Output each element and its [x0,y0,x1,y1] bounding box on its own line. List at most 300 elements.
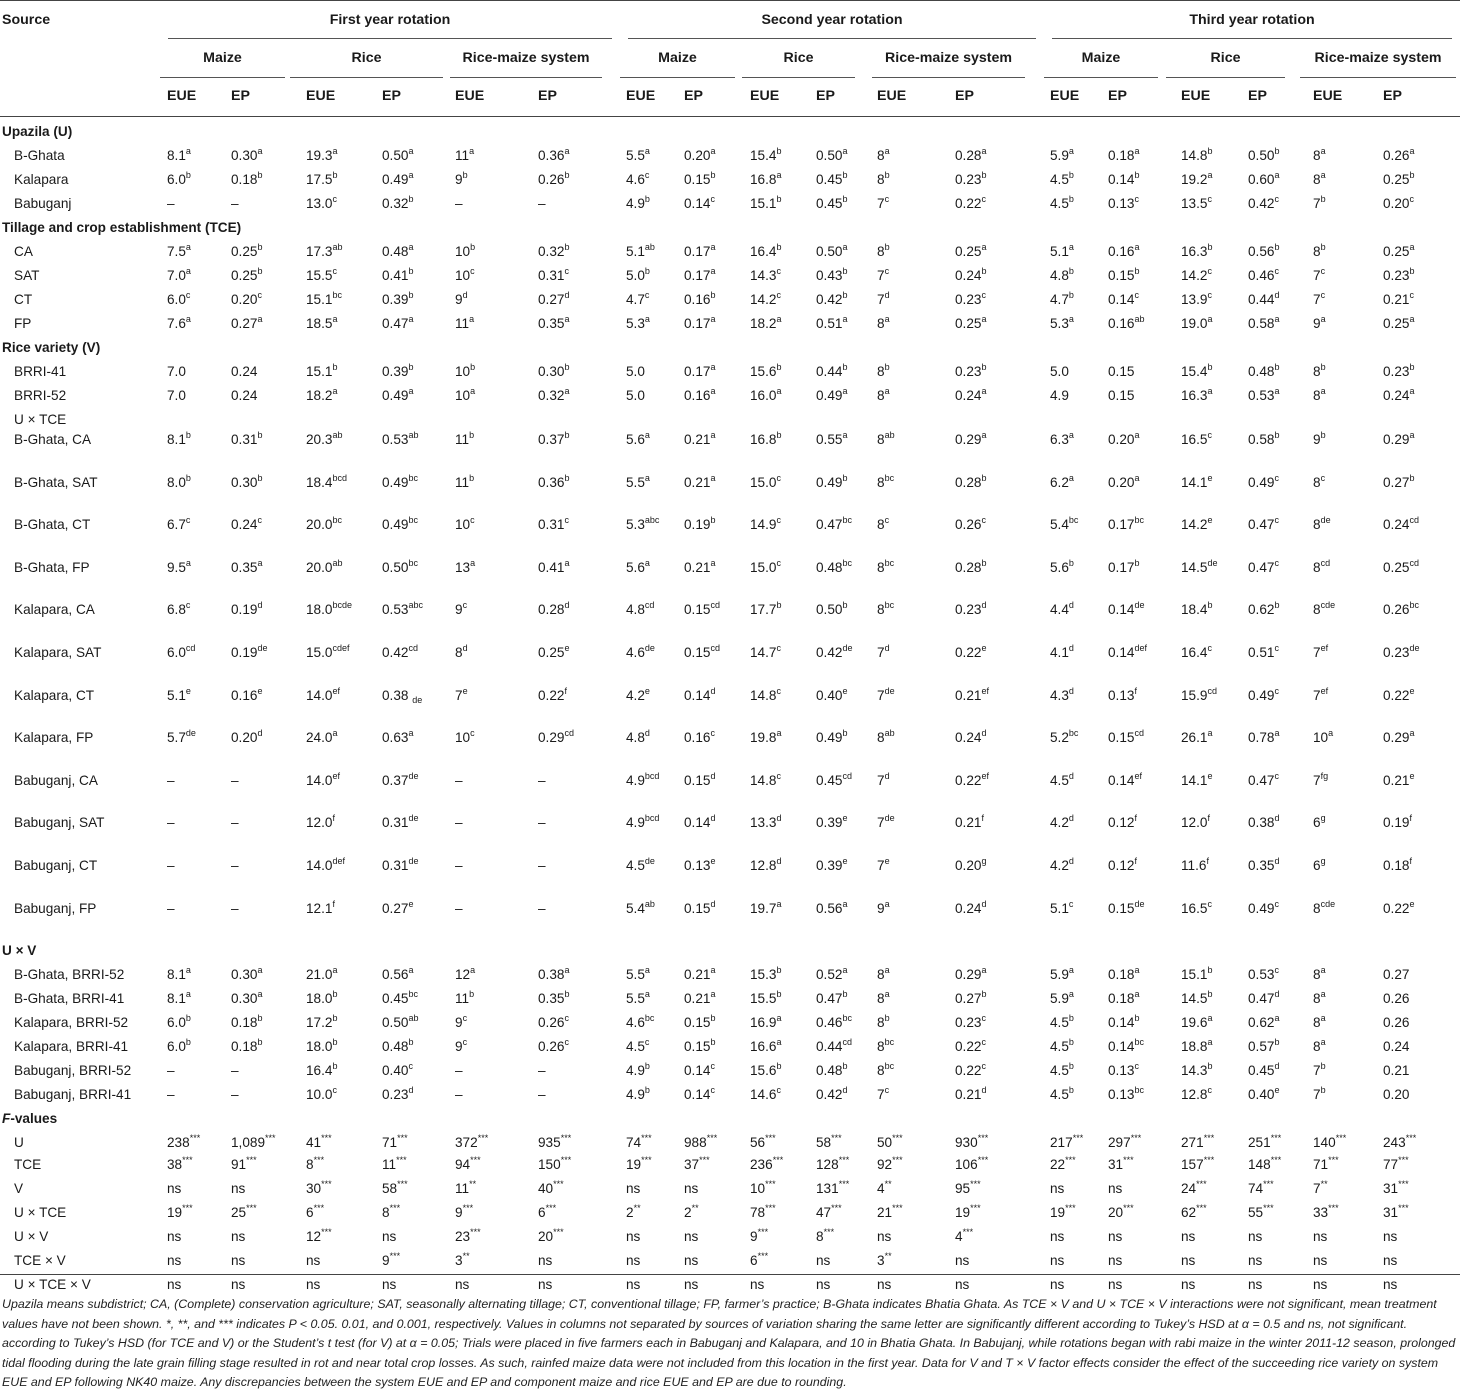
value-cell: 5.3$^a$ [1050,314,1074,331]
value-cell: 47*** [816,1203,842,1221]
value-cell: 14.2$^c$ [1181,266,1212,283]
value-cell: 5.9$^a$ [1050,989,1074,1007]
value-cell: 4.2$^d$ [1050,813,1074,831]
row-label: Kalapara, CA [14,602,95,618]
row-label: Babuganj, BRRI-41 [14,1087,132,1103]
value-cell: 19.6$^a$ [1181,1013,1213,1031]
value-cell: 5.5$^a$ [626,146,650,163]
value-cell: 0.20$^a$ [1108,430,1140,447]
value-cell: 0.25$^a$ [1383,314,1415,331]
value-cell: 0.24$^{cd}$ [1383,515,1419,533]
value-cell: 31*** [1383,1203,1409,1221]
value-cell: 157*** [1181,1155,1215,1173]
value-cell: 12.8$^d$ [750,856,782,873]
value-cell: 0.17$^{bc}$ [1108,515,1144,533]
value-cell: 18.8$^a$ [1181,1037,1213,1055]
row-label: BRRI-41 [14,364,67,379]
value-cell: 0.17$^a$ [684,362,716,379]
value-cell: 148*** [1248,1155,1282,1173]
row-label: B-Ghata, CA [14,432,92,447]
value-cell: – [538,858,546,873]
value-cell: 4.5$^c$ [626,1037,650,1055]
value-cell: ns [1050,1277,1065,1293]
value-cell: 20.3$^{ab}$ [306,430,343,447]
value-cell: 8de [1313,515,1331,533]
value-cell: 19*** [167,1203,193,1221]
value-cell: 19.2$^a$ [1181,170,1213,187]
value-cell: 0.29$^a$ [1383,430,1415,447]
value-cell: 5.1e [167,685,191,703]
value-cell: 0.18$^b$ [231,1013,263,1031]
section-label: U × V [2,943,37,959]
value-cell: 18.4$^b$ [1181,600,1213,618]
value-cell: 10$^a$ [455,386,476,403]
value-cell: 0.41$^b$ [382,266,414,283]
value-cell: ns [877,1277,892,1293]
value-cell: 0.38$^d$ [1248,813,1280,831]
value-cell: ns [626,1277,641,1293]
value-cell: 18.5$^a$ [306,314,338,331]
value-cell: 0.53$^{ab}$ [382,430,419,447]
value-cell: 21*** [877,1203,903,1221]
metric-header: EP [1108,88,1127,104]
value-cell: 0.29$^a$ [955,965,987,983]
value-cell: 8*** [306,1155,325,1173]
crop-underline [1044,77,1158,78]
value-cell: ns [382,1277,397,1293]
value-cell: 7de [877,813,895,831]
value-cell: 23*** [455,1227,481,1245]
value-cell: 0.50$^{bc}$ [382,557,418,575]
value-cell: 14.2$^c$ [750,290,781,307]
value-cell: $18.0^{bcde}$ [306,600,352,618]
value-cell: 14.1e [1181,472,1213,490]
value-cell: ns [1248,1229,1263,1245]
value-cell: 988*** [684,1133,718,1151]
value-cell: 31*** [1383,1179,1409,1197]
value-cell: 8$^a$ [877,989,890,1007]
value-cell: 9$^a$ [1313,314,1326,331]
value-cell: 91*** [231,1155,257,1173]
value-cell: 0.24$^a$ [955,386,987,403]
value-cell: 0.18$^f$ [1383,856,1412,873]
value-cell: 0.49$^b$ [816,472,848,490]
value-cell: 0.27 [1383,967,1410,983]
value-cell: 5.6$^b$ [1050,557,1074,575]
value-cell: 15.1$^b$ [306,362,338,379]
value-cell: 5.1$^c$ [1050,898,1074,916]
value-cell: $8^{ab}$ [877,430,895,447]
value-cell: 0.21$^a$ [684,430,716,447]
crop-underline [620,77,735,78]
value-cell: 0.42$^d$ [816,1085,848,1103]
value-cell: 6.0$^b$ [167,170,191,187]
crop-underline [290,77,443,78]
value-cell: 8$^b$ [877,362,890,379]
value-cell: ns [955,1253,970,1269]
value-cell: 5.1$^a$ [1050,242,1074,259]
year-underline [168,38,612,39]
crop-underline [742,77,855,78]
row-label: Kalapara [14,172,69,187]
value-cell: $8^{cde}$ [1313,898,1336,916]
row-label: B-Ghata, BRRI-41 [14,991,125,1007]
value-cell: 5.0 [1050,364,1069,379]
value-cell: ns [455,1277,470,1293]
value-cell: 0.22e [1383,685,1415,703]
value-cell: – [455,1063,463,1079]
value-cell: 0.43$^b$ [816,266,848,283]
value-cell: 0.21 [1383,1063,1410,1079]
value-cell: 0.22$^c$ [955,1037,986,1055]
value-cell: 0.25$^b$ [231,266,263,283]
metric-header: EUE [626,88,656,104]
year-header: Second year rotation [761,12,903,28]
value-cell: 14.6$^c$ [750,1085,781,1103]
value-cell: 16.4$^c$ [1181,643,1212,660]
table-row [0,684,1460,727]
value-cell: ns [1383,1277,1398,1293]
year-header: First year rotation [329,12,451,28]
section-label: Rice variety (V) [2,340,101,355]
value-cell: 0.12$^f$ [1108,813,1137,831]
value-cell: 9*** [382,1251,401,1269]
value-cell: 12.1$^f$ [306,898,335,916]
value-cell: 16.5$^c$ [1181,430,1212,447]
value-cell: 8$^b$ [1313,242,1326,259]
value-cell: 8$^c$ [877,515,890,533]
value-cell: 0.40e [1248,1085,1280,1103]
value-cell: 0.47$^d$ [1248,989,1280,1007]
value-cell: 50*** [877,1133,903,1151]
value-cell: 7$^b$ [1313,1085,1326,1103]
value-cell: 0.15$^b$ [684,1037,716,1055]
value-cell: 20.0$^{ab}$ [306,557,343,575]
value-cell: 8.1$^a$ [167,146,191,163]
value-cell: 14.5de [1181,557,1218,575]
value-cell: 0.58$^b$ [1248,430,1280,447]
table-row [0,240,1460,264]
value-cell: 7.0 [167,364,186,379]
value-cell: 40*** [538,1179,564,1197]
value-cell: 8$^a$ [1313,170,1326,187]
value-cell: 8$^a$ [1313,386,1326,403]
metric-header: EUE [167,88,197,104]
value-cell: – [231,900,239,916]
metric-header: EP [1248,88,1267,104]
value-cell: 95*** [955,1179,981,1197]
value-cell: ns [538,1277,553,1293]
value-cell: 0.23$^b$ [1383,362,1415,379]
value-cell: 0.17$^a$ [684,266,716,283]
value-cell: 0.14de [1108,600,1145,618]
value-cell: 0.24$^d$ [955,898,987,916]
value-cell: – [167,1087,175,1103]
table-row [0,1177,1460,1201]
value-cell: 16.3$^a$ [1181,386,1213,403]
value-cell: – [167,772,175,788]
value-cell: ns [1108,1277,1123,1293]
value-cell: 238*** [167,1133,201,1151]
value-cell: 0.38 $_{de}$ [382,687,423,705]
value-cell: 0.53$^{abc}$ [382,600,423,618]
value-cell: 77*** [1383,1155,1409,1173]
value-cell: 0.37de [382,770,419,788]
value-cell: 0.19de [231,643,268,660]
value-cell: 9*** [455,1203,474,1221]
value-cell: 8$^c$ [1313,472,1326,490]
value-cell: 0.62$^b$ [1248,600,1280,618]
value-cell: 935*** [538,1133,572,1151]
value-cell: ns [1181,1253,1196,1269]
value-cell: 0.24$^d$ [955,728,987,746]
metric-header: EUE [306,88,336,104]
value-cell: 16.4$^b$ [750,242,782,259]
value-cell: 0.47$^c$ [1248,515,1279,533]
value-cell: 0.21$^a$ [684,965,716,983]
value-cell: ns [1181,1229,1196,1245]
value-cell: ns [167,1181,182,1197]
value-cell: 0.27e [382,898,414,916]
value-cell: 18.2$^a$ [750,314,782,331]
value-cell: 0.48$^b$ [816,1061,848,1079]
value-cell: 7.0 [167,388,186,403]
value-cell: 12.8$^c$ [1181,1085,1212,1103]
crop-underline [160,77,285,78]
value-cell: 0.19$^b$ [684,515,716,533]
value-cell: 0.26$^a$ [1383,146,1415,163]
value-cell: 0.23$^d$ [382,1085,414,1103]
value-cell: 0.15de [1108,898,1145,916]
value-cell: 0.45$^{bc}$ [382,989,418,1007]
value-cell: 0.49$^a$ [816,386,848,403]
value-cell: 4.9 [1050,388,1069,403]
value-cell: 0.14$^c$ [684,1085,715,1103]
table-row [0,726,1460,769]
value-cell: 0.23$^c$ [955,1013,986,1031]
value-cell: 11$^a$ [455,314,475,331]
value-cell: 0.15$^b$ [684,170,716,187]
value-cell: 0.56$^a$ [816,898,848,916]
value-cell: 6.0$^b$ [167,1037,191,1055]
value-cell: 6$^g$ [1313,813,1326,831]
metric-header: EUE [455,88,485,104]
value-cell: 0.40e [816,685,848,703]
value-cell: 0.25e [538,643,570,660]
value-cell: 0.30$^b$ [538,362,570,379]
value-cell: ns [877,1229,892,1245]
value-cell: 0.14$^{def}$ [1108,643,1147,660]
value-cell: 74*** [626,1133,652,1151]
row-label: Babuganj, FP [14,900,97,916]
table-row [0,428,1460,471]
value-cell: 0.22e [955,643,987,660]
value-cell: 271*** [1181,1133,1215,1151]
value-cell: 7$^b$ [1313,194,1326,211]
value-cell: 0.53$^a$ [1248,386,1280,403]
value-cell: 0.49$^c$ [1248,685,1279,703]
value-cell: 0.23$^c$ [955,290,986,307]
value-cell: ns [626,1181,641,1197]
value-cell: 0.20$^g$ [955,856,987,873]
value-cell: ns [750,1277,765,1293]
value-cell: 0.45$^b$ [816,194,848,211]
value-cell: 8.1$^a$ [167,965,191,983]
value-cell: ns [1383,1229,1398,1245]
value-cell: 0.26$^b$ [538,170,570,187]
value-cell: 0.38$^a$ [538,965,570,983]
value-cell: 0.16e [231,685,263,703]
value-cell: 16.4$^b$ [306,1061,338,1079]
value-cell: – [538,772,546,788]
section-heading [0,120,1460,144]
year-underline [1052,38,1452,39]
value-cell: 0.49$^b$ [816,728,848,746]
value-cell: 0.57$^b$ [1248,1037,1280,1055]
value-cell: 0.30$^a$ [231,146,263,163]
value-cell: 4*** [955,1227,974,1245]
value-cell: – [455,858,463,873]
value-cell: 0.16$^a$ [684,386,716,403]
table-row [0,769,1460,812]
table-row [0,854,1460,897]
value-cell: 0.49$^c$ [1248,472,1279,490]
value-cell: 0.45$^{cd}$ [816,770,852,788]
value-cell: 930*** [955,1133,989,1151]
row-label: Kalapara, BRRI-41 [14,1039,129,1055]
value-cell: 0.31de [382,856,419,873]
value-cell: 0.30$^a$ [231,965,263,983]
value-cell: 0.31$^c$ [538,266,569,283]
value-cell: ns [1108,1229,1123,1245]
value-cell: 5.9$^a$ [1050,146,1074,163]
value-cell: 0.28$^b$ [955,557,987,575]
table-row [0,144,1460,168]
value-cell: 5.5$^a$ [626,472,650,490]
value-cell: 10$^c$ [455,515,475,533]
value-cell: 0.45$^b$ [816,170,848,187]
value-cell: ns [231,1253,246,1269]
value-cell: – [231,196,239,211]
row-label: Babuganj, CA [14,772,98,788]
value-cell: 0.45$^d$ [1248,1061,1280,1079]
value-cell: 0.39e [816,813,848,831]
value-cell: 5.1$^{ab}$ [626,242,655,259]
value-cell: 17.2$^b$ [306,1013,338,1031]
crop-header: Rice [1210,50,1241,66]
value-cell: 16.9$^a$ [750,1013,782,1031]
table-row [0,1011,1460,1035]
value-cell: 0.47$^b$ [816,989,848,1007]
value-cell: 0.36$^a$ [538,146,570,163]
value-cell: 7.0$^a$ [167,266,191,283]
value-cell: 16.3$^b$ [1181,242,1213,259]
value-cell: ns [1248,1253,1263,1269]
value-cell: 0.28$^a$ [955,146,987,163]
value-cell: 5.0 [626,388,645,403]
value-cell: 22*** [1050,1155,1076,1173]
value-cell: 0.13e [684,856,716,873]
value-cell: – [455,772,463,788]
value-cell: 8.1$^b$ [167,430,191,447]
value-cell: 0.14$^d$ [684,813,716,831]
value-cell: 0.24$^c$ [231,515,262,533]
value-cell: 9$^c$ [455,600,468,618]
value-cell: ns [955,1277,970,1293]
value-cell: – [167,815,175,831]
row-label: U × TCE [14,1205,67,1221]
value-cell: 0.21$^f$ [955,813,984,831]
table-row [0,641,1460,684]
value-cell: 128*** [816,1155,850,1173]
value-cell: 19.0$^a$ [1181,314,1213,331]
value-cell: 8.0$^b$ [167,472,191,490]
value-cell: 0.18$^b$ [231,1037,263,1055]
row-label: TCE × V [14,1253,66,1269]
value-cell: 4.5$^b$ [1050,1061,1074,1079]
value-cell: 0.28$^b$ [955,472,987,490]
metric-header: EUE [1181,88,1211,104]
value-cell: ns [684,1277,699,1293]
value-cell: 0.15 [1108,364,1135,379]
value-cell: 17.7$^b$ [750,600,782,618]
value-cell: 14.5$^b$ [1181,989,1213,1007]
value-cell: 30*** [306,1179,332,1197]
value-cell: 0.21$^a$ [684,989,716,1007]
value-cell: 6.2$^a$ [1050,472,1074,490]
value-cell: 0.17$^b$ [1108,557,1140,575]
value-cell: 9.5$^a$ [167,557,191,575]
crop-underline [450,77,602,78]
table-row [0,1083,1460,1107]
table-row [0,408,1460,428]
value-cell: 8$^a$ [1313,989,1326,1007]
value-cell: 24.0$^a$ [306,728,338,746]
value-cell: 4.7$^c$ [626,290,650,307]
value-cell: 10$^b$ [455,362,476,379]
value-cell: 0.30$^a$ [231,989,263,1007]
value-cell: $7^{ef}$ [1313,685,1329,703]
value-cell: 7$^d$ [877,290,890,307]
value-cell: 2** [684,1203,699,1221]
value-cell: 0.14$^c$ [1108,290,1139,307]
value-cell: 7.5$^a$ [167,242,191,259]
value-cell: 10$^b$ [455,242,476,259]
value-cell: $8^{bc}$ [877,600,895,618]
value-cell: 0.30$^b$ [231,472,263,490]
table-row [0,598,1460,641]
value-cell: 13.0$^c$ [306,194,337,211]
crop-header: Maize [658,50,697,66]
value-cell: 11$^b$ [455,989,475,1007]
value-cell: 0.15 [1108,388,1135,403]
value-cell: 58*** [816,1133,842,1151]
value-cell: 0.14$^{ef}$ [1108,770,1142,788]
bottom-rule [0,1274,1460,1275]
row-label: U [14,1135,24,1151]
value-cell: 13$^a$ [455,557,476,575]
value-cell: 0.24 [231,364,258,379]
row-label: Babuganj, SAT [14,815,105,831]
value-cell: 243*** [1383,1133,1417,1151]
row-label: Babuganj, BRRI-52 [14,1063,132,1079]
value-cell: 4.9$^b$ [626,194,650,211]
value-cell: 15.5$^b$ [750,989,782,1007]
value-cell: 0.15$^{cd}$ [684,643,720,660]
value-cell: 0.28$^d$ [538,600,570,618]
value-cell: 0.39e [816,856,848,873]
metric-header: EP [816,88,835,104]
